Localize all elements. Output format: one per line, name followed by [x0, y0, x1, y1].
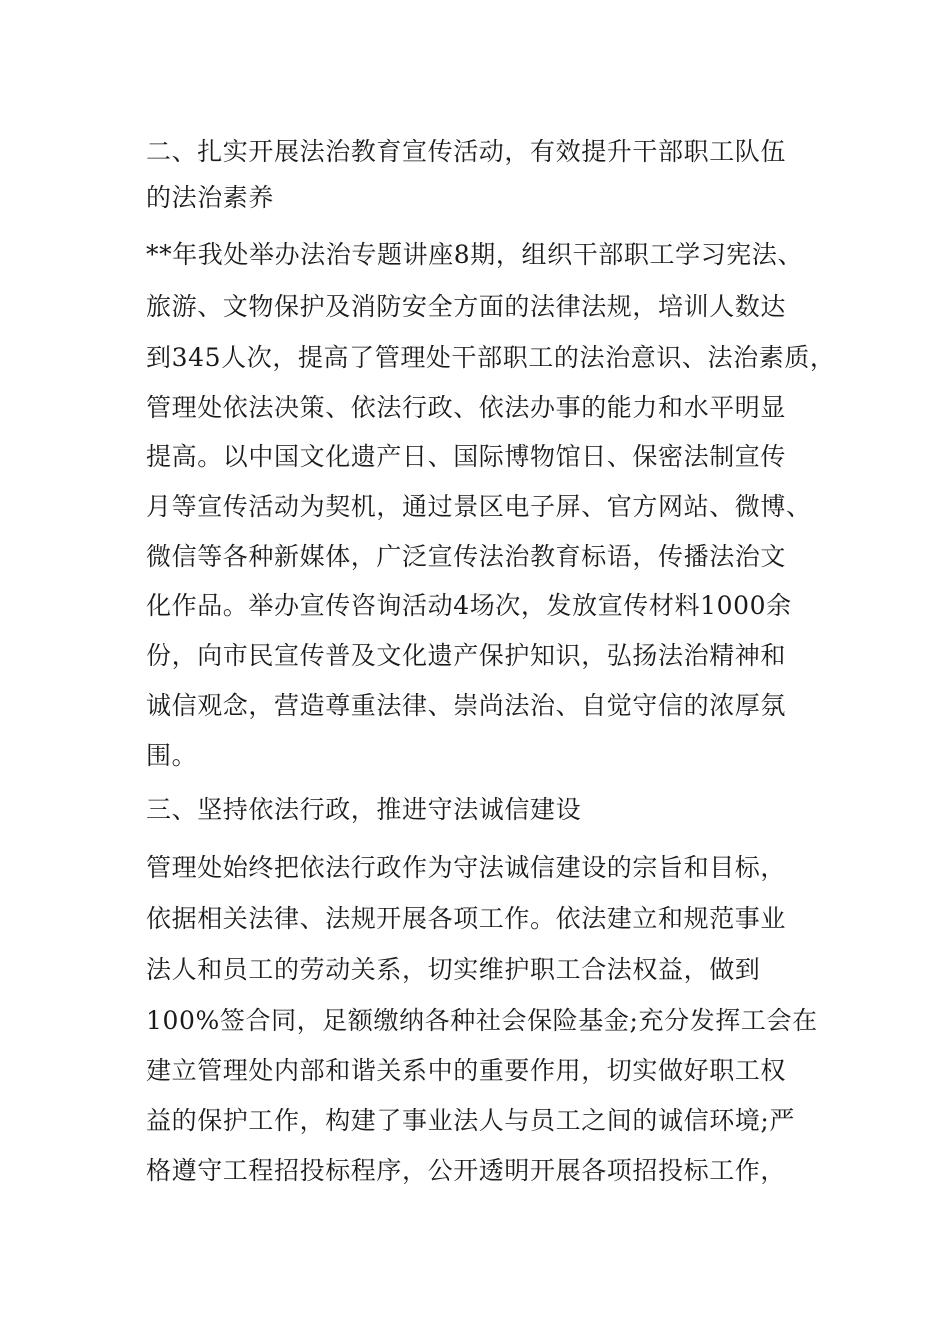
paragraph-line: 到345人次，提高了管理处干部职工的法治意识、法治素质， [146, 343, 836, 372]
paragraph-line: 法人和员工的劳动关系，切实维护职工合法权益，做到 [146, 955, 761, 984]
paragraph-line: 提高。以中国文化遗产日、国际博物馆日、保密法制宣传 [146, 442, 787, 471]
heading-section-two-cont: 的法治素养 [146, 183, 275, 212]
heading-section-two: 二、扎实开展法治教育宣传活动，有效提升干部职工队伍 [146, 137, 787, 166]
paragraph-line: 益的保护工作，构建了事业法人与员工之间的诚信环境;严 [146, 1106, 796, 1135]
paragraph-line: 份，向市民宣传普及文化遗产保护知识，弘扬法治精神和 [146, 641, 787, 670]
paragraph-line: 建立管理处内部和谐关系中的重要作用，切实做好职工权 [146, 1056, 787, 1085]
paragraph-line: 诚信观念，营造尊重法律、崇尚法治、自觉守信的浓厚氛 [146, 691, 787, 720]
paragraph-line: 微信等各种新媒体，广泛宣传法治教育标语，传播法治文 [146, 542, 787, 571]
paragraph-line: 格遵守工程招投标程序，公开透明开展各项招投标工作， [146, 1156, 787, 1185]
paragraph-line: 管理处依法决策、依法行政、依法办事的能力和水平明显 [146, 393, 787, 422]
paragraph-line: 旅游、文物保护及消防安全方面的法律法规，培训人数达 [146, 292, 787, 321]
heading-section-three: 三、坚持依法行政，推进守法诚信建设 [146, 795, 582, 824]
paragraph-line: 管理处始终把依法行政作为守法诚信建设的宗旨和目标， [146, 853, 787, 882]
paragraph-line: **年我处举办法治专题讲座8期，组织干部职工学习宪法、 [146, 240, 804, 269]
paragraph-line: 100%签合同，足额缴纳各种社会保险基金;充分发挥工会在 [146, 1006, 818, 1035]
paragraph-line: 月等宣传活动为契机，通过景区电子屏、官方网站、微博、 [146, 492, 812, 521]
paragraph-line: 围。 [146, 741, 198, 770]
paragraph-line: 化作品。举办宣传咨询活动4场次，发放宣传材料1000余 [146, 591, 792, 620]
paragraph-line: 依据相关法律、法规开展各项工作。依法建立和规范事业 [146, 904, 787, 933]
